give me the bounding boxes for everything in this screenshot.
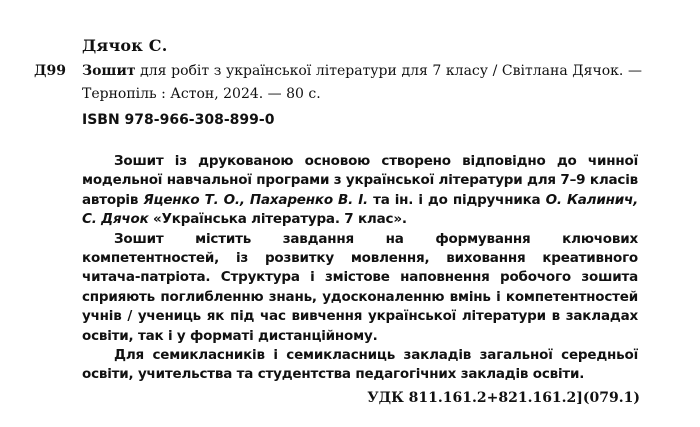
annotation-paragraph-3: Для семикласників і семикласниць закладів загальної середньої освіти, учительства та студентства педагогічних закладів освіти. [82,347,638,383]
bibliographic-entry [82,60,642,106]
bibliographic-description: для робіт з української літератури для 7 класу / Світлана Дячок. — Тернопіль : Астон, 2024. — 80 с. [82,63,642,102]
annotation-textbook-authors: О. Калинич, С. Дячок [82,191,639,228]
annotation-paragraph-2: Зошит містить завдання на формування ключових компетентностей, із розвитку мовлення, виховання креативного читача-патріота. Структура і змістове наповнення робочого зошита сприяють поглибленню знань, удосконаленню вмінь і компетентностей учнів / учениць як під час вивчення української літератури в закладах освіти, так і у форматі дистанційному. [82,230,638,344]
isbn: ISBN 978-966-308-899-0 [82,112,275,128]
bibliographic-title-lead: Зошит [82,63,136,79]
udk-code: УДК 811.161.2+821.161.2](079.1) [367,390,640,406]
annotation-p1-middle: та ін. і до підручника [367,191,546,208]
annotation-p1-end: «Українська література. 7 клас». [148,211,407,228]
annotation-program-authors: Яценко Т. О., Пахаренко В. І. [143,191,368,208]
author-name: Дячок С. [82,36,168,55]
annotation-paragraph-1 [82,152,638,230]
annotation [82,152,638,385]
bbk-code: Д99 [34,63,66,79]
annotation-p1-start: Зошит із друкованою основою створено відповідно до чинної модельної навчальної програми з української літератури для 7–9 класів авторів [82,153,638,208]
